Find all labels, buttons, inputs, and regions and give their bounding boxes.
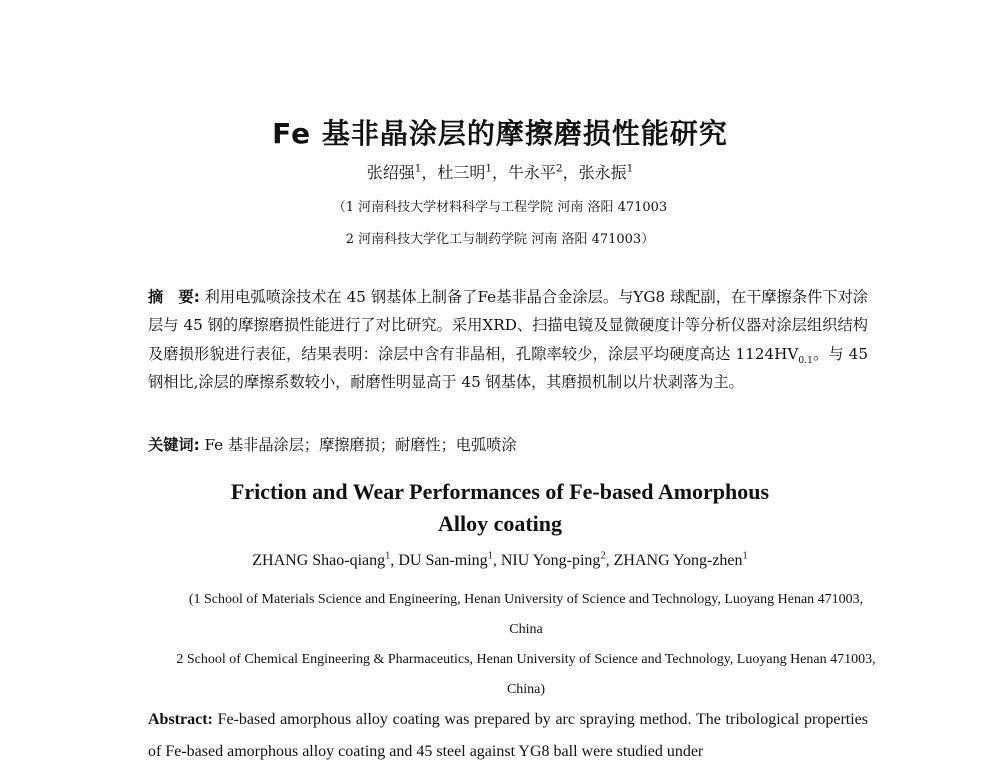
abstract-cn-text-end: 。与 45 钢相比,涂层的摩擦系数较小，耐磨性明显高于 45 钢基体，其磨损机制以片状剥落为主。 — [148, 344, 868, 391]
author-cn-3: 牛永平$^2$， — [508, 162, 579, 182]
abstract-cn-subscript: 0.1 — [798, 355, 813, 366]
author-en-3: NIU Yong-ping$^2$, — [500, 550, 614, 569]
affiliation-cn-line-2: 2 河南科技大学化工与制药学院 河南 洛阳 471003） — [345, 232, 655, 247]
title-en-line-1: Friction and Wear Performances of Fe-based Amorphous — [230, 479, 770, 504]
keywords-chinese — [148, 434, 868, 455]
keywords-cn-label: 关键词: — [148, 436, 200, 454]
title-en-line-2: Alloy coating — [437, 511, 563, 536]
author-en-1: ZHANG Shao-qiang$^1$, — [252, 550, 399, 569]
abstract-cn-text: 利用电弧喷涂技术在 45 钢基体上制备了Fe基非晶合金涂层。与YG8 球配副，在干摩擦条件下对涂层与 45 钢的摩擦磨损性能进行了对比研究。采用XRD、扫描电镜及显微硬度计等分析仪器对涂层组织结构及磨损形貌进行表征，结果表明：涂层中含有非晶相，孔隙率较少，涂层平均硬度高达 1124HV — [148, 288, 868, 363]
abstract-cn-label: 摘 要: — [148, 288, 200, 306]
affiliation-en-line-2: 2 School of Chemical Engineering & Pharmaceutics, Henan University of Science and Technology, Luoyang Henan 471003, China) — [176, 652, 876, 697]
author-cn-1: 张绍强$^1$， — [366, 162, 438, 182]
title-english — [0, 476, 1000, 540]
author-en-4: ZHANG Yong-zhen$^1$ — [613, 550, 748, 569]
keywords-cn-text: Fe 基非晶涂层；摩擦磨损；耐磨性；电弧喷涂 — [199, 436, 517, 454]
affiliation-cn-line-1: （1 河南科技大学材料科学与工程学院 河南 洛阳 471003 — [332, 200, 668, 215]
author-en-2: DU San-ming$^1$, — [398, 550, 501, 569]
abstract-english — [148, 704, 868, 768]
abstract-chinese — [148, 283, 868, 396]
author-cn-2: 杜三明$^1$， — [437, 162, 508, 182]
abstract-en-text: Fe-based amorphous alloy coating was prepared by arc spraying method. The tribological properties of Fe-based amorphous alloy coating and 45 steel against YG8 ball were studied under — [148, 711, 868, 760]
title-chinese: Fe 基非晶涂层的摩擦磨损性能研究 — [272, 117, 728, 150]
authors-english — [0, 552, 1000, 570]
affiliation-en-line-1: (1 School of Materials Science and Engineering, Henan University of Science and Technology, Luoyang Henan 471003, China — [188, 592, 864, 637]
author-cn-4: 张永振$^1$ — [578, 162, 634, 182]
abstract-en-label: Abstract: — [148, 711, 213, 728]
authors-chinese — [0, 160, 1000, 183]
